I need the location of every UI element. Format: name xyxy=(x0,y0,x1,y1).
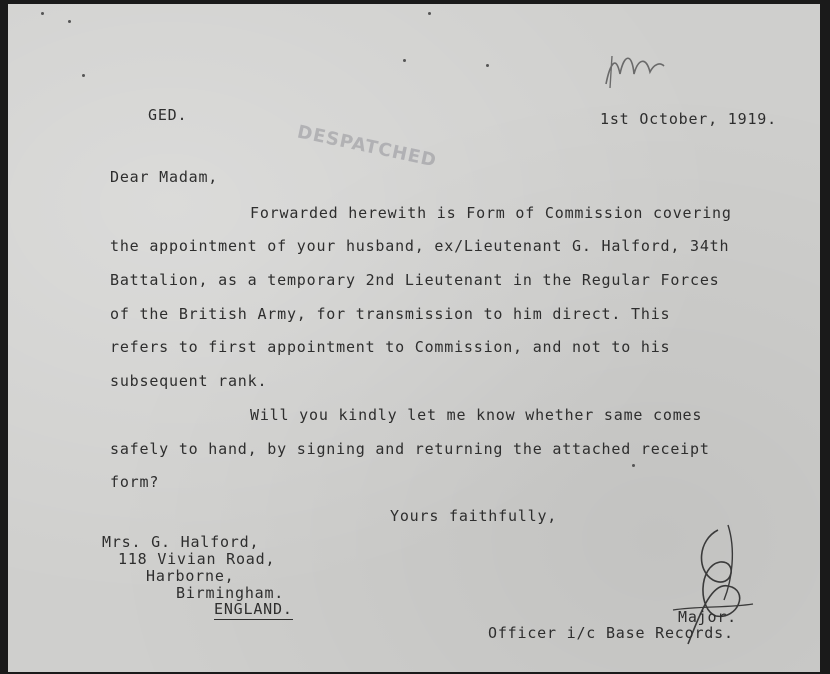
ink-speck xyxy=(486,64,489,67)
body-line-8: safely to hand, by signing and returning the attached receipt xyxy=(110,440,710,458)
letter-page xyxy=(8,4,820,672)
letter-date: 1st October, 1919. xyxy=(600,110,777,128)
reference-code: GED. xyxy=(148,106,188,124)
body-line-6: subsequent rank. xyxy=(110,372,268,390)
body-line-7: Will you kindly let me know whether same comes xyxy=(250,406,703,424)
body-line-2: the appointment of your husband, ex/Lieutenant G. Halford, 34th xyxy=(110,237,730,255)
officer-title: Officer i/c Base Records. xyxy=(488,624,734,642)
body-line-4: of the British Army, for transmission to him direct. This xyxy=(110,305,671,323)
salutation: Dear Madam, xyxy=(110,168,219,186)
rank: Major. xyxy=(678,608,737,626)
handwritten-initials xyxy=(598,44,668,94)
address-line-4: Birmingham. xyxy=(176,584,285,602)
address-line-2: 118 Vivian Road, xyxy=(118,550,276,568)
body-line-1: Forwarded herewith is Form of Commission covering xyxy=(250,204,732,222)
despatched-stamp: DESPATCHED xyxy=(295,121,439,172)
body-line-3: Battalion, as a temporary 2nd Lieutenant in the Regular Forces xyxy=(110,271,720,289)
closing: Yours faithfully, xyxy=(390,507,558,525)
ink-speck xyxy=(428,12,431,15)
body-line-5: refers to first appointment to Commission, and not to his xyxy=(110,338,671,356)
body-line-9: form? xyxy=(110,473,160,491)
address-line-3: Harborne, xyxy=(146,567,235,585)
ink-speck xyxy=(41,12,44,15)
address-line-5: ENGLAND. xyxy=(214,600,293,618)
ink-speck xyxy=(403,59,406,62)
ink-speck xyxy=(632,464,635,467)
address-line-1: Mrs. G. Halford, xyxy=(102,533,260,551)
ink-speck xyxy=(82,74,85,77)
ink-speck xyxy=(68,20,71,23)
